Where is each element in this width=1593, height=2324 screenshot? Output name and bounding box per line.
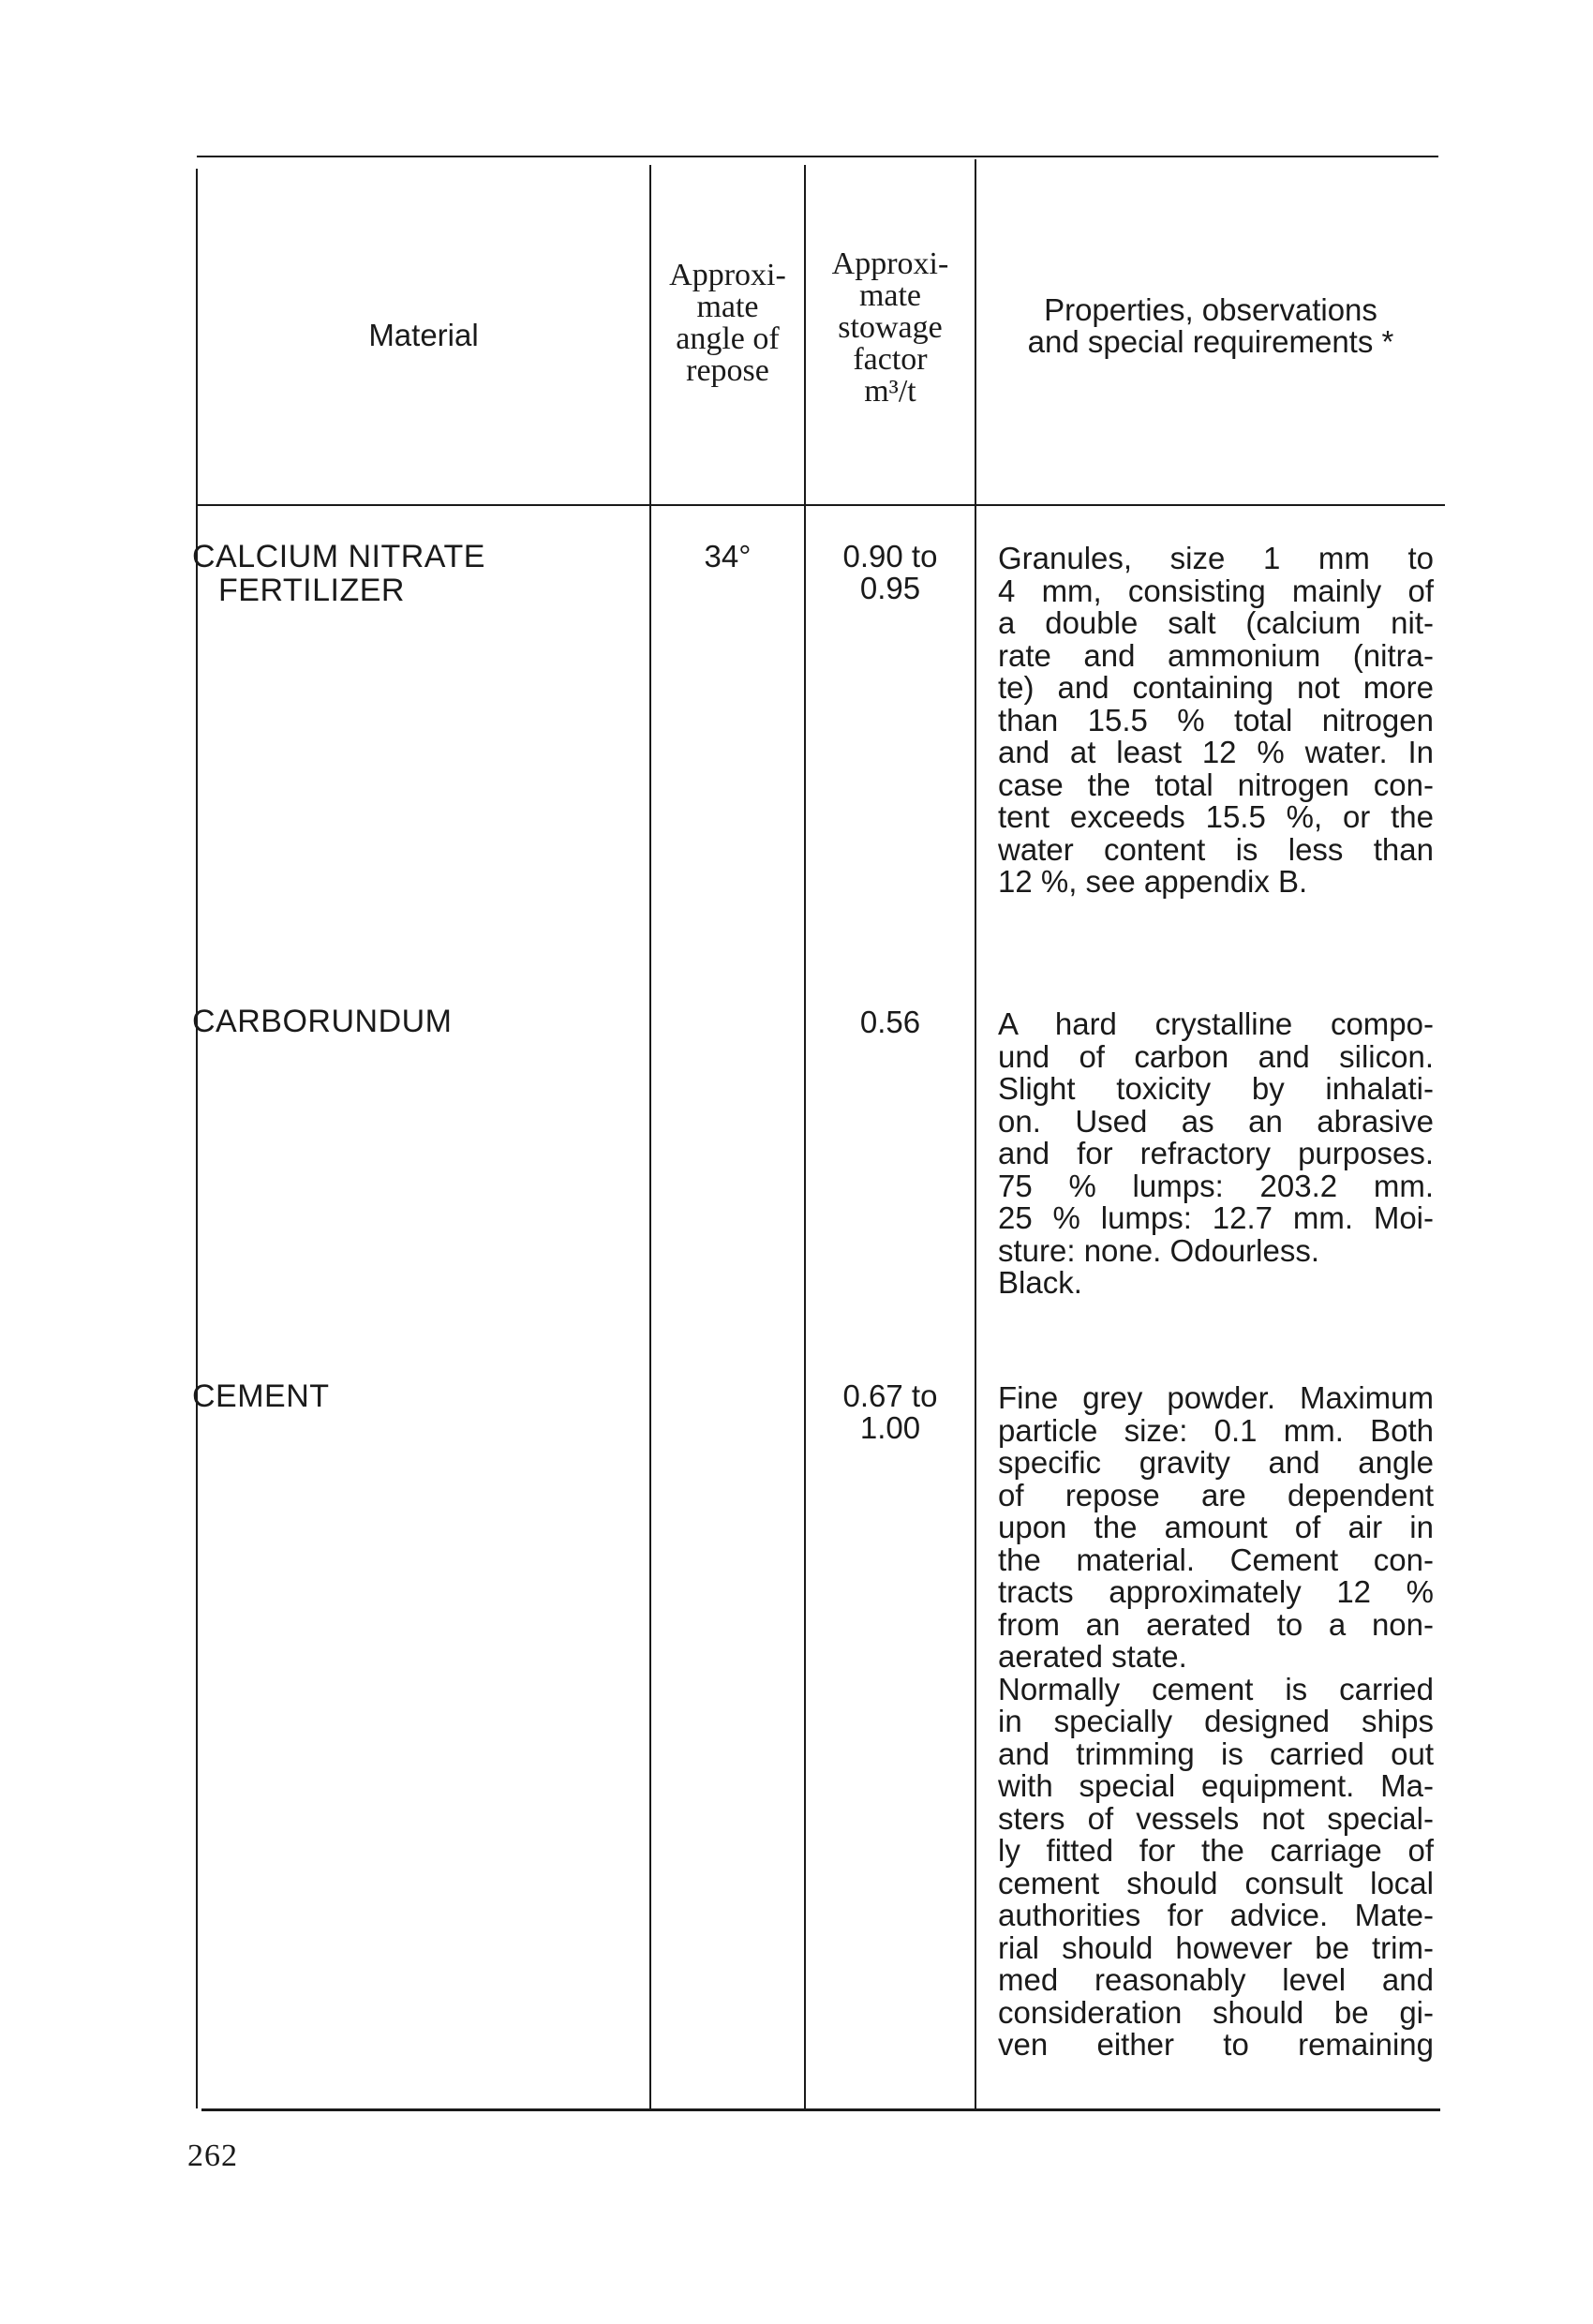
properties-line: authorities for advice. Mate- — [998, 1898, 1434, 1932]
header-properties-line: and special requirements * — [1027, 323, 1394, 359]
angle-value: 34° — [704, 539, 752, 574]
page-number: 262 — [187, 2138, 238, 2173]
stowage-value: 0.90 to — [842, 539, 938, 574]
row-material — [192, 1379, 623, 1413]
header-properties — [976, 169, 1445, 483]
properties-line: 75 % lumps: 203.2 mm. — [998, 1168, 1434, 1203]
properties-line: 25 % lumps: 12.7 mm. Moi- — [998, 1200, 1434, 1235]
table-top-rule — [197, 156, 1438, 157]
row-stowage-factor — [806, 541, 975, 604]
header-material-label: Material — [368, 317, 479, 352]
header-angle-line: angle of — [676, 321, 780, 356]
properties-line: on. Used as an abrasive — [998, 1103, 1434, 1139]
header-angle-of-repose — [651, 169, 804, 478]
row-properties — [998, 1008, 1434, 1300]
properties-line: in specially designed ships — [998, 1704, 1434, 1738]
properties-line: than 15.5 % total nitrogen — [998, 702, 1434, 737]
header-stowage-line: stowage — [838, 310, 943, 345]
properties-line: Normally cement is carried — [998, 1671, 1434, 1706]
properties-line: rial should however be trim- — [998, 1929, 1434, 1965]
properties-line: upon the amount of air in — [998, 1510, 1434, 1544]
properties-line: with special equipment. Ma- — [998, 1768, 1434, 1803]
header-stowage-line: Approxi- — [831, 246, 949, 281]
properties-line: und of carbon and silicon. — [998, 1038, 1434, 1074]
row-properties — [998, 543, 1434, 899]
header-stowage-line: factor — [853, 342, 928, 377]
properties-line: 4 mm, consisting mainly of — [998, 573, 1434, 608]
properties-line: Black. — [998, 1265, 1082, 1300]
table-bottom-rule — [201, 2108, 1440, 2111]
header-angle-line: mate — [696, 290, 759, 324]
properties-line: particle size: 0.1 mm. Both — [998, 1412, 1434, 1448]
row-material — [192, 1005, 623, 1038]
row-stowage-factor — [806, 1006, 975, 1038]
properties-line: consideration should be gi- — [998, 1994, 1434, 2030]
properties-line: te) and containing not more — [998, 670, 1434, 705]
properties-line: sture: none. Odourless. — [998, 1232, 1320, 1268]
properties-line: water content is less than — [998, 831, 1434, 867]
properties-line: and trimming is carried out — [998, 1736, 1434, 1771]
column-line-left — [196, 169, 198, 2108]
properties-line: cement should consult local — [998, 1865, 1434, 1900]
properties-line: the material. Cement con- — [998, 1542, 1434, 1577]
properties-line: a double salt (calcium nit- — [998, 605, 1434, 640]
material-name-line: CARBORUNDUM — [192, 1004, 453, 1039]
header-stowage-factor — [806, 169, 975, 487]
properties-line: case the total nitrogen con- — [998, 767, 1434, 802]
stowage-value: 1.00 — [859, 1410, 921, 1445]
properties-line: sters of vessels not special- — [998, 1800, 1434, 1836]
material-name-line: CALCIUM NITRATE — [192, 539, 485, 574]
material-name-line: CEMENT — [192, 1378, 330, 1414]
properties-line: med reasonably level and — [998, 1962, 1434, 1997]
properties-line: Slight toxicity by inhalati- — [998, 1071, 1434, 1106]
properties-line: Fine grey powder. Maximum — [998, 1380, 1434, 1415]
properties-line: from an aerated to a non- — [998, 1606, 1434, 1642]
row-properties — [998, 1382, 1434, 2062]
header-properties-line: Properties, observations — [1044, 291, 1377, 327]
header-stowage-line: m³/t — [864, 374, 916, 409]
properties-line: Granules, size 1 mm to — [998, 541, 1434, 575]
properties-line: tent exceeds 15.5 %, or the — [998, 799, 1434, 834]
stowage-value: 0.56 — [859, 1005, 921, 1039]
header-bottom-rule — [197, 504, 1445, 506]
properties-line: specific gravity and angle — [998, 1445, 1434, 1480]
properties-line: ven either to remaining — [998, 2027, 1434, 2062]
properties-line: and for refractory purposes. — [998, 1136, 1434, 1170]
properties-line: rate and ammonium (nitra- — [998, 637, 1434, 673]
properties-line: 12 %, see appendix B. — [998, 864, 1308, 899]
stowage-value: 0.95 — [859, 571, 921, 605]
properties-line: ly fitted for the carriage of — [998, 1833, 1434, 1868]
header-angle-line: Approxi- — [669, 258, 786, 292]
stowage-value: 0.67 to — [842, 1378, 938, 1413]
properties-line: and at least 12 % water. In — [998, 735, 1434, 769]
material-name-line: FERTILIZER — [218, 573, 405, 608]
row-stowage-factor — [806, 1380, 975, 1444]
header-material — [199, 169, 648, 501]
properties-line: of repose are dependent — [998, 1477, 1434, 1512]
properties-line: aerated state. — [998, 1639, 1187, 1674]
properties-line: A hard crystalline compo- — [998, 1006, 1434, 1041]
properties-line: tracts approximately 12 % — [998, 1574, 1434, 1609]
row-material — [192, 540, 623, 607]
header-angle-line: repose — [686, 353, 769, 388]
row-angle-of-repose — [651, 541, 804, 573]
header-stowage-line: mate — [858, 278, 922, 313]
